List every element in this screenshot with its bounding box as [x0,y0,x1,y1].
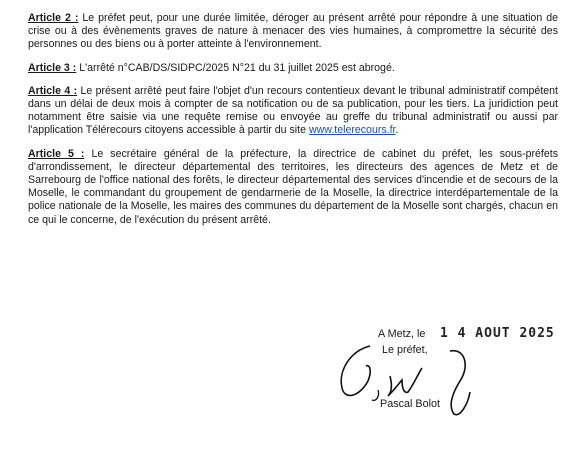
article-5-label: Article 5 : [28,147,85,160]
article-3-text: L'arrêté n°CAB/DS/SIDPC/2025 N°21 du 31 juillet 2025 est abrogé. [79,61,395,74]
article-3 [28,62,558,75]
telerecours-link[interactable]: www.telerecours.fr [308,124,396,137]
article-2 [28,12,558,52]
article-3-label: Article 3 : [28,61,77,74]
article-2-text: Le préfet peut, pour une durée limitée, déroger au présent arrêté pour répondre à une situation de crise ou à des évènements graves de nature à menacer des vies humaines, à compromettre la sécurité des personnes ou des biens ou à porter atteinte à l'environnement. [28,12,558,51]
article-2-label: Article 2 : [28,12,79,24]
article-5 [28,148,558,227]
handwritten-signature [330,326,560,436]
signature-block [330,326,560,436]
date-stamp: 1 4 AOUT 2025 [440,326,555,341]
signatory-role: Le préfet, [382,344,428,356]
signatory-name: Pascal Bolot [380,398,441,410]
article-4-period: . [395,124,399,137]
article-4-label: Article 4 : [28,84,78,97]
article-4 [28,85,558,138]
signature-place: A Metz, le [378,328,426,340]
article-5-text: Le secrétaire général de la préfecture, la directrice de cabinet du préfet, les sous-préfets d'arrondissement, le directeur départemental des territoires, les directeurs des agences de Metz et de Sarrebourg de l'office national des forêts, le directeur départemental des services d'incendie et de secours de la Moselle, le commandant du groupement de gendarmerie de la Moselle, la directrice interdépartementale de la police nationale de la Moselle, les maires des communes du département de la Moselle sont chargés, chacun en ce qui le concerne, de l'exécution du présent arrêté. [28,147,558,226]
document-body [28,12,558,237]
article-4-text: Le présent arrêté peut faire l'objet d'un recours contentieux devant le tribunal administratif compétent dans un délai de deux mois à compter de sa notification ou de sa publication, pour les tiers. La juridiction peut notamment être saisie via une requête remise ou envoyée au greffe du tribunal administratif ou aussi par l'application Télérecours citoyens accessible à partir du site [28,84,558,137]
